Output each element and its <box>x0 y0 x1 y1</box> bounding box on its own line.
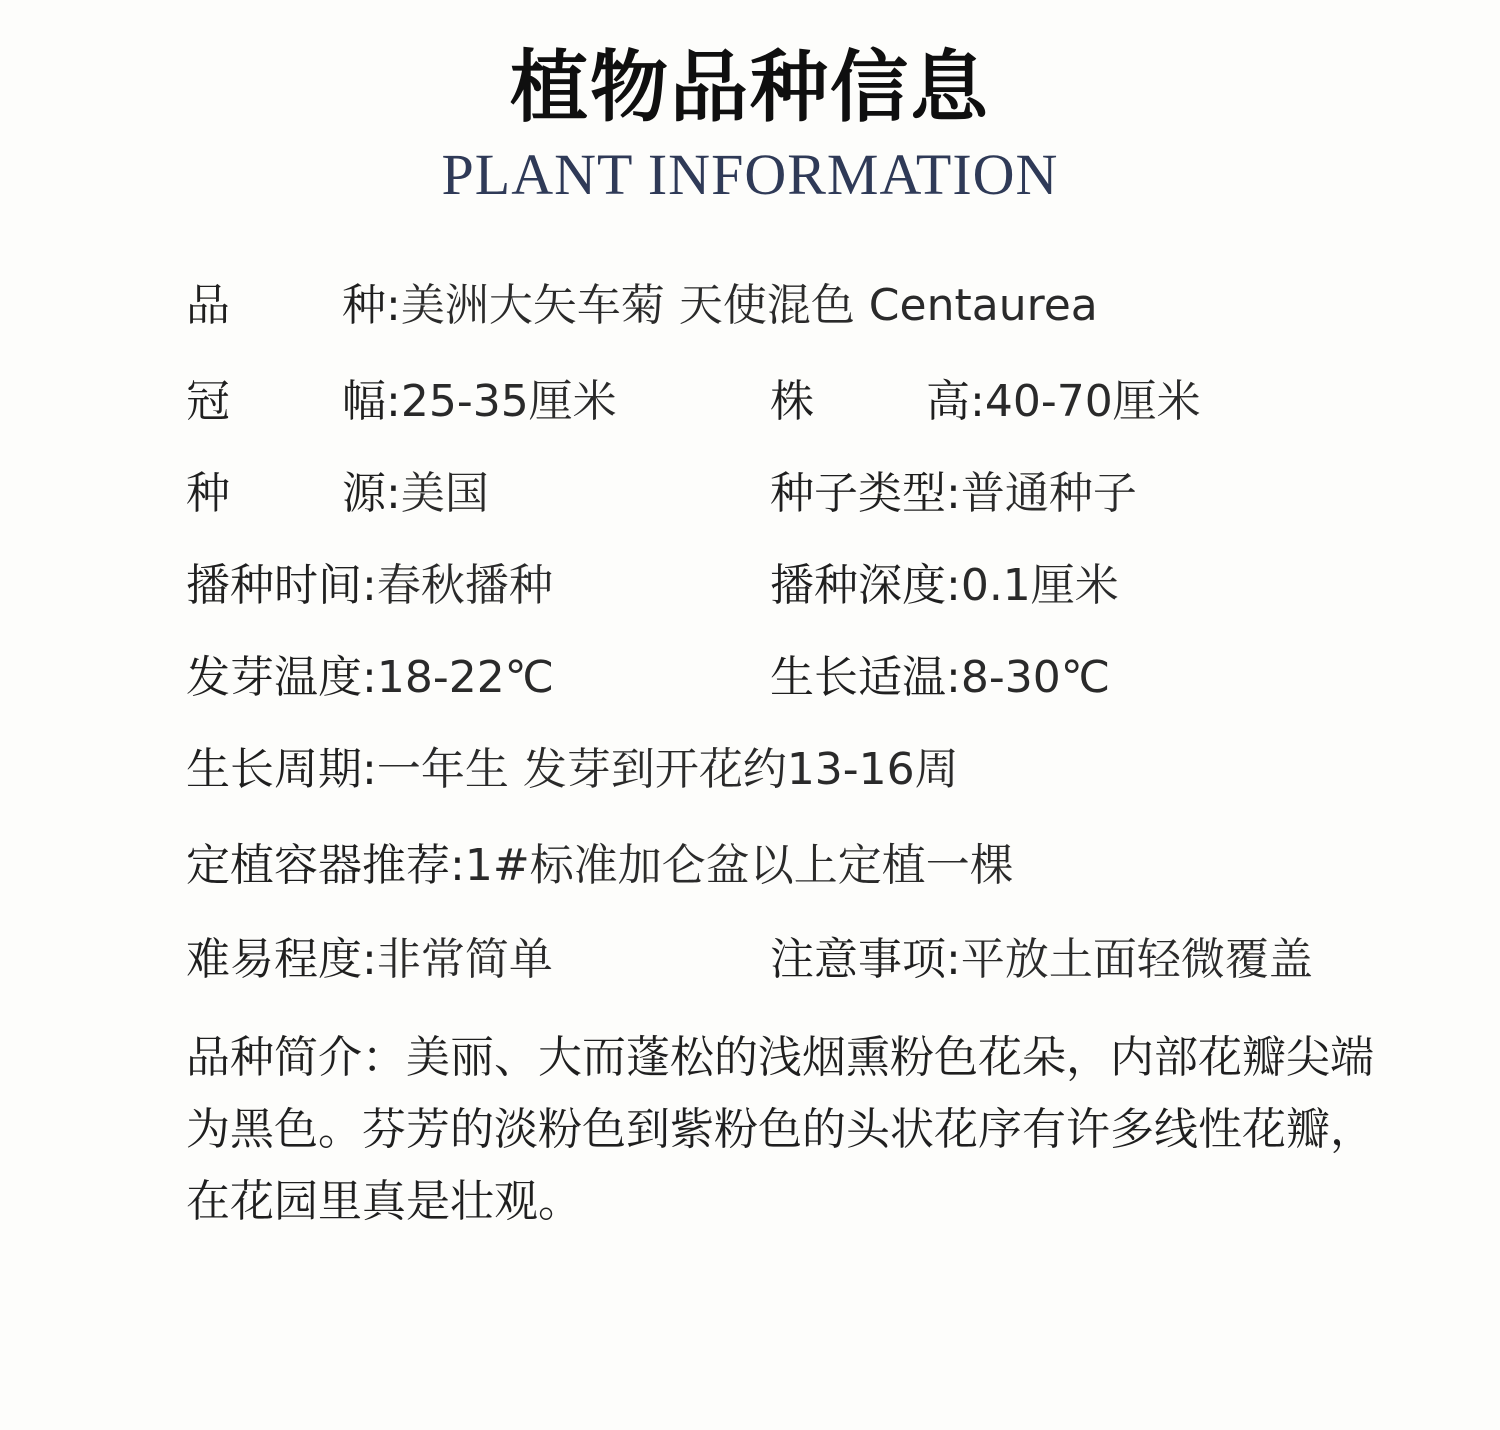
difficulty-value: 非常简单 <box>376 934 553 985</box>
variety-intro <box>186 1022 1386 1238</box>
page-subtitle: PLANT INFORMATION <box>441 142 1059 207</box>
notes-label: 注意事项 <box>770 934 946 985</box>
growth-temp-field <box>770 650 1110 706</box>
height-label: 株 高 <box>770 376 970 427</box>
seed-type-field <box>770 466 1137 522</box>
seed-type-label: 种子类型 <box>770 468 946 519</box>
sow-time-row <box>186 558 553 614</box>
sow-depth-value: 0.1厘米 <box>960 560 1119 611</box>
growth-temp-value: 8-30℃ <box>960 652 1111 703</box>
difficulty-separator: : <box>362 934 377 985</box>
growth-temp-separator: : <box>946 652 961 703</box>
height-value: 40-70厘米 <box>984 376 1201 427</box>
intro-text: 美丽、大而蓬松的浅烟熏粉色花朵，内部花瓣尖端为黑色。芬芳的淡粉色到紫粉色的头状花序有许多线性花瓣，在花园里真是壮观。 <box>186 1032 1374 1227</box>
notes-value: 平放土面轻微覆盖 <box>960 934 1313 985</box>
growth-temp-label: 生长适温 <box>770 652 946 703</box>
sow-time-value: 春秋播种 <box>376 560 553 611</box>
height-field <box>770 374 1201 430</box>
germination-temp-label: 发芽温度 <box>186 652 362 703</box>
crown-value: 25-35厘米 <box>400 376 617 427</box>
origin-value: 美国 <box>400 468 489 519</box>
germination-temp-separator: : <box>362 652 377 703</box>
difficulty-row <box>186 932 553 988</box>
growth-cycle-value: 一年生 发芽到开花约13-16周 <box>376 744 959 795</box>
sow-time-separator: : <box>362 560 377 611</box>
seed-type-separator: : <box>946 468 961 519</box>
crown-separator: : <box>386 376 401 427</box>
sow-depth-label: 播种深度 <box>770 560 946 611</box>
container-value: 1#标准加仑盆以上定植一棵 <box>464 840 1014 891</box>
crown-label: 冠 幅 <box>186 376 386 427</box>
container-label: 定植容器推荐 <box>186 840 450 891</box>
sow-time-label: 播种时间 <box>186 560 362 611</box>
germination-temp-row <box>186 650 554 706</box>
growth-cycle-label: 生长周期 <box>186 744 362 795</box>
seed-type-value: 普通种子 <box>960 468 1137 519</box>
container-separator: : <box>450 840 465 891</box>
crown-row <box>186 374 617 430</box>
growth-cycle-separator: : <box>362 744 377 795</box>
sow-depth-field <box>770 558 1119 614</box>
origin-separator: : <box>386 468 401 519</box>
notes-field <box>770 932 1313 988</box>
variety-row <box>186 278 1098 334</box>
germination-temp-value: 18-22℃ <box>376 652 555 703</box>
growth-cycle-row <box>186 742 959 798</box>
variety-label: 品 种 <box>186 280 386 331</box>
height-separator: : <box>970 376 985 427</box>
difficulty-label: 难易程度 <box>186 934 362 985</box>
container-row <box>186 838 1014 894</box>
origin-label: 种 源 <box>186 468 386 519</box>
intro-label: 品种简介： <box>186 1032 406 1083</box>
origin-row <box>186 466 489 522</box>
page-title: 植物品种信息 <box>509 43 990 133</box>
notes-separator: : <box>946 934 961 985</box>
variety-separator: : <box>386 280 401 331</box>
variety-value: 美洲大矢车菊 天使混色 Centaurea <box>400 280 1098 331</box>
sow-depth-separator: : <box>946 560 961 611</box>
